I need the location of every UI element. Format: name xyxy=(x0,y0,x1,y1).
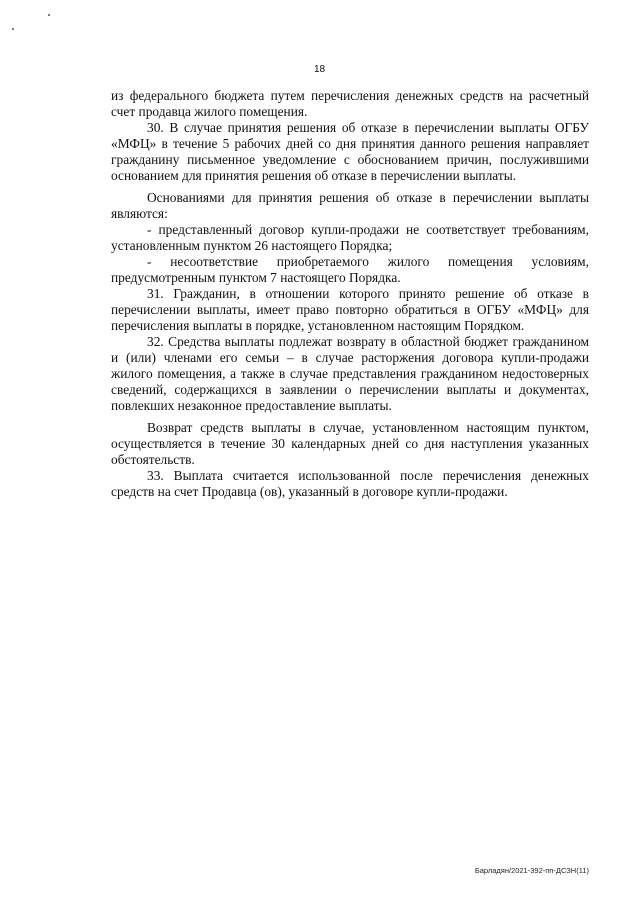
paragraph-continuation: из федерального бюджета путем перечисления денежных средств на расчетный счет продавца жилого помещения. xyxy=(111,88,589,119)
document-code-footer: Барладян/2021-392-пп-ДСЗН(11) xyxy=(474,866,589,875)
paragraph-31: 31. Гражданин, в отношении которого принято решение об отказе в перечислении выплаты, имеет право повторно обратиться в ОГБУ «МФЦ» для перечисления выплаты в порядке, установленном настоящим Порядком. xyxy=(111,286,589,333)
paragraph-32: 32. Средства выплаты подлежат возврату в областной бюджет гражданином и (или) членами его семьи – в случае расторжения договора купли-продажи жилого помещения, а также в случае представления гражданином недостоверных сведений, содержащихся в заявлении о перечислении выплаты и документах, повлекших незаконное предоставление выплаты. xyxy=(111,334,589,413)
paragraph-refund-term: Возврат средств выплаты в случае, установленном настоящим пунктом, осуществляется в течение 30 календарных дней со дня наступления указанных обстоятельств. xyxy=(111,420,589,467)
scan-dot xyxy=(12,28,14,30)
list-item-grounds-1: - представленный договор купли-продажи не соответствует требованиям, установленным пунктом 26 настоящего Порядка; xyxy=(111,222,589,253)
paragraph-grounds-intro: Основаниями для принятия решения об отказе в перечислении выплаты являются: xyxy=(111,190,589,221)
scan-dot xyxy=(48,14,50,16)
document-body xyxy=(111,88,589,500)
list-item-grounds-2: - несоответствие приобретаемого жилого помещения условиям, предусмотренным пунктом 7 настоящего Порядка. xyxy=(111,254,589,285)
page-number: 18 xyxy=(313,64,326,75)
paragraph-30: 30. В случае принятия решения об отказе в перечислении выплаты ОГБУ «МФЦ» в течение 5 рабочих дней со дня принятия данного решения направляет гражданину письменное уведомление с обоснованием причин, послужившими основанием для принятия решения об отказе в перечислении выплаты. xyxy=(111,120,589,183)
paragraph-33: 33. Выплата считается использованной после перечисления денежных средств на счет Продавца (ов), указанный в договоре купли-продажи. xyxy=(111,468,589,499)
